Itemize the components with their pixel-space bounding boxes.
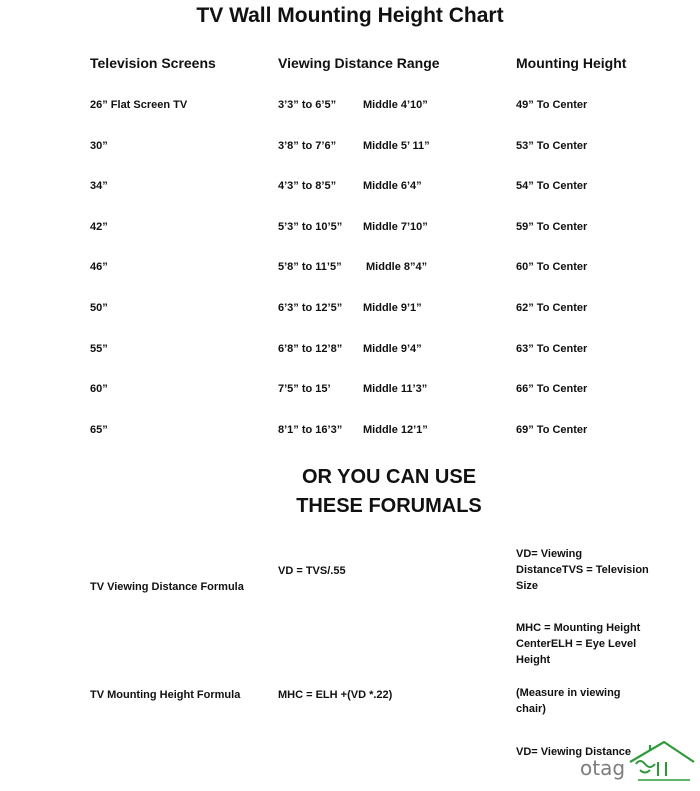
mounting-height: 59” To Center bbox=[516, 221, 588, 233]
distance-range: 3’3” to 6’5” bbox=[278, 99, 337, 111]
table-row bbox=[0, 261, 700, 279]
table-row bbox=[0, 383, 700, 401]
height-formula-expression: MHC = ELH +(VD *.22) bbox=[278, 689, 393, 701]
measure-note bbox=[516, 685, 621, 717]
screen-size: 42” bbox=[90, 221, 108, 233]
distance-range: 8’1” to 16’3” bbox=[278, 424, 343, 436]
table-row bbox=[0, 180, 700, 198]
mounting-height: 66” To Center bbox=[516, 383, 588, 395]
distance-middle: Middle 12’1” bbox=[363, 424, 428, 436]
screen-size: 26” Flat Screen TV bbox=[90, 99, 188, 111]
column-header-distance: Viewing Distance Range bbox=[278, 55, 440, 71]
distance-formula-expression: VD = TVS/.55 bbox=[278, 565, 346, 577]
alternative-heading-line-1: OR YOU CAN USE bbox=[301, 466, 477, 488]
viewing-distance-note: VD= Viewing Distance bbox=[516, 746, 632, 758]
mounting-height: 54” To Center bbox=[516, 180, 588, 192]
height-legend-line-2: CenterELH = Eye Level bbox=[516, 638, 637, 650]
distance-legend-line-1: VD= Viewing bbox=[516, 548, 583, 560]
alternative-heading-line-2: THESE FORUMALS bbox=[296, 495, 482, 517]
distance-range: 3’8” to 7’6” bbox=[278, 140, 337, 152]
distance-range: 6’3” to 12’5” bbox=[278, 302, 343, 314]
distance-middle: Middle 9’1” bbox=[363, 302, 422, 314]
height-legend-line-3: Height bbox=[516, 654, 551, 666]
mounting-height: 69” To Center bbox=[516, 424, 588, 436]
distance-legend-line-3: Size bbox=[516, 580, 539, 592]
distance-range: 5’3” to 10’5” bbox=[278, 221, 343, 233]
distance-range: 6’8” to 12’8” bbox=[278, 343, 343, 355]
distance-middle: Middle 4’10” bbox=[363, 99, 428, 111]
distance-middle: Middle 11’3” bbox=[363, 383, 428, 395]
distance-middle: Middle 6’4” bbox=[363, 180, 422, 192]
watermark-text: otag bbox=[580, 756, 626, 780]
screen-size: 50” bbox=[90, 302, 108, 314]
table-row bbox=[0, 140, 700, 158]
distance-middle: Middle 7’10” bbox=[363, 221, 428, 233]
mounting-height: 63” To Center bbox=[516, 343, 588, 355]
screen-size: 46” bbox=[90, 261, 108, 273]
distance-middle: Middle 8”4” bbox=[366, 261, 428, 273]
distance-range: 4’3” to 8’5” bbox=[278, 180, 337, 192]
height-legend-line-1: MHC = Mounting Height bbox=[516, 622, 641, 634]
distance-legend-line-2: DistanceTVS = Television bbox=[516, 564, 649, 576]
column-header-height: Mounting Height bbox=[516, 55, 627, 71]
height-legend bbox=[516, 620, 640, 668]
distance-range: 7’5” to 15’ bbox=[278, 383, 331, 395]
measure-note-line-2: chair) bbox=[516, 703, 546, 715]
screen-size: 60” bbox=[90, 383, 108, 395]
screen-size: 65” bbox=[90, 424, 108, 436]
distance-middle: Middle 9’4” bbox=[363, 343, 422, 355]
distance-legend bbox=[516, 546, 649, 594]
watermark-logo bbox=[580, 740, 696, 786]
table-row bbox=[0, 302, 700, 320]
mounting-height: 53” To Center bbox=[516, 140, 588, 152]
distance-range: 5’8” to 11’5” bbox=[278, 261, 342, 273]
table-row bbox=[0, 221, 700, 239]
table-row bbox=[0, 99, 700, 117]
height-formula-label: TV Mounting Height Formula bbox=[90, 689, 241, 701]
column-header-screens: Television Screens bbox=[90, 55, 216, 71]
mounting-height: 62” To Center bbox=[516, 302, 588, 314]
alternative-formulas-heading bbox=[0, 463, 700, 521]
distance-middle: Middle 5’ 11” bbox=[363, 140, 430, 152]
mounting-height: 49” To Center bbox=[516, 99, 588, 111]
page-title: TV Wall Mounting Height Chart bbox=[196, 4, 504, 27]
screen-size: 34” bbox=[90, 180, 108, 192]
table-row bbox=[0, 343, 700, 361]
distance-formula-label: TV Viewing Distance Formula bbox=[90, 581, 244, 593]
measure-note-line-1: (Measure in viewing bbox=[516, 687, 621, 699]
table-row bbox=[0, 424, 700, 442]
mounting-height: 60” To Center bbox=[516, 261, 588, 273]
screen-size: 55” bbox=[90, 343, 108, 355]
screen-size: 30” bbox=[90, 140, 108, 152]
